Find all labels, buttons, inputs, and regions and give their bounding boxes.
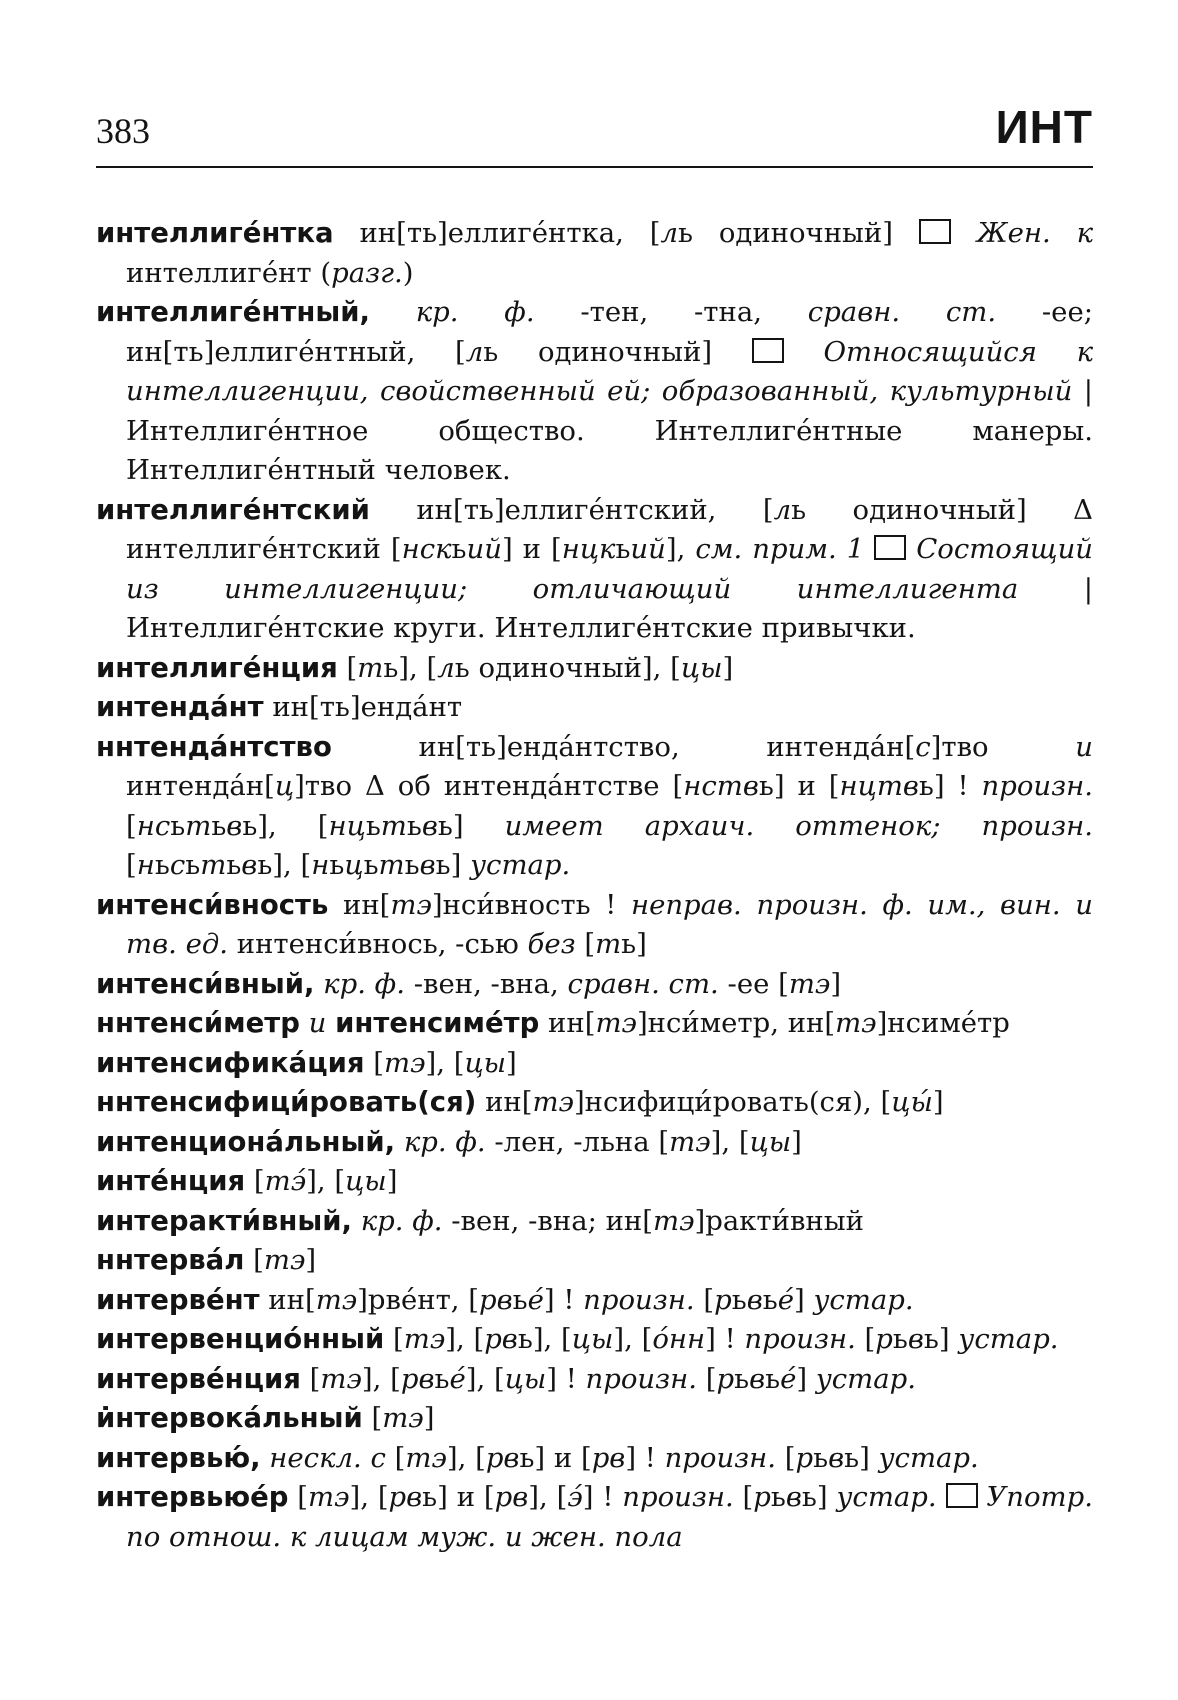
- italic-note: рв: [400, 1362, 435, 1395]
- italic-note: тэ: [669, 1125, 711, 1158]
- italic-note: е́: [780, 1362, 797, 1395]
- entry-text: [: [696, 1362, 717, 1395]
- entry-text: ]: [722, 651, 734, 684]
- entry-text: ь: [519, 1441, 535, 1474]
- entry-text: ь: [454, 651, 470, 684]
- entry-text: -вен, -вна; ин[: [442, 1204, 653, 1237]
- entry-text: об интенда́нтстве [: [384, 770, 684, 802]
- entry-text: ]: [796, 1362, 816, 1395]
- italic-note: ий: [466, 533, 502, 565]
- italic-note: тэ́: [264, 1165, 307, 1197]
- entry-text: ],: [665, 533, 696, 565]
- entry-text: [: [337, 651, 358, 684]
- italic-note: нескл. с: [260, 1441, 386, 1474]
- italic-note: в: [241, 849, 258, 881]
- italic-note: рв: [591, 1441, 626, 1474]
- entry-text: ] !: [543, 1283, 584, 1316]
- italic-note: Жен. к: [950, 217, 1094, 249]
- entry-text: ]: [386, 1165, 398, 1197]
- headword: интервьюе́р: [96, 1481, 289, 1513]
- headword: интерве́нт: [96, 1283, 260, 1316]
- entry-text: ь: [422, 1481, 438, 1513]
- italic-note: устар.: [878, 1441, 979, 1474]
- italic-note: е́: [777, 1283, 794, 1316]
- italic-note: тэ: [320, 1362, 362, 1395]
- headword: интеллиге́нция: [96, 651, 338, 684]
- entry-text: ]нси́вность !: [431, 888, 631, 921]
- entry-text: ь: [242, 809, 258, 842]
- entry-text: ], [: [361, 1362, 401, 1395]
- entry-text: ин[т: [331, 730, 482, 763]
- italic-note: с: [169, 849, 186, 881]
- entry-text: [: [126, 809, 137, 842]
- entry-text: ь: [334, 691, 350, 723]
- entry-text: ]нсифици́ровать(ся), [: [573, 1086, 892, 1118]
- headword: ннтенда́нтство: [96, 730, 332, 763]
- entry-text: ]: [859, 1441, 879, 1474]
- square-box-icon: [874, 535, 906, 560]
- entry-text: ь: [801, 1481, 817, 1513]
- italic-note: в: [421, 809, 438, 842]
- entry-text: [: [364, 1046, 384, 1079]
- entry-text: -вен, -вна,: [404, 967, 568, 1000]
- italic-note: л: [437, 651, 455, 684]
- entry-text: интенда́н[: [126, 770, 275, 802]
- entry-text: ь: [481, 730, 497, 763]
- italic-note: цы: [749, 1125, 792, 1158]
- italic-note: цы: [680, 651, 723, 684]
- entry-text: ь: [257, 849, 273, 881]
- italic-note: цы: [464, 1046, 507, 1079]
- italic-note: в: [785, 1481, 802, 1513]
- italic-note: и: [299, 1007, 336, 1039]
- entry-text: ], [: [528, 1481, 568, 1513]
- italic-note: произн.: [744, 1323, 856, 1355]
- dictionary-entry: [96, 1320, 1093, 1360]
- italic-note: в: [419, 849, 436, 881]
- italic-note: э́: [567, 1481, 583, 1513]
- italic-note: кр. ф.: [314, 967, 405, 1000]
- entry-text: ь: [422, 217, 438, 249]
- entry-text: ] !: [933, 770, 982, 802]
- square-box-icon: [919, 219, 951, 244]
- italic-note: сравн. ст.: [807, 296, 997, 328]
- headword: интенциона́льный,: [96, 1125, 396, 1158]
- italic-note: произн.: [585, 1362, 697, 1395]
- entry-text: ь: [677, 217, 693, 249]
- italic-note: цы́: [891, 1086, 933, 1118]
- entry-text: ин[: [328, 888, 391, 921]
- italic-note: в: [907, 1323, 924, 1355]
- entry-text: ], [: [272, 849, 312, 881]
- dictionary-entry: [96, 1083, 1093, 1123]
- italic-note: сравн. ст.: [567, 967, 719, 1000]
- entry-text: | Интеллиге́нтские круги. Интеллиге́нтские привычки.: [126, 572, 1094, 644]
- headword: и̇нтервока́льный: [96, 1402, 363, 1434]
- entry-text: ь: [918, 770, 934, 802]
- entry-text: ин[т: [369, 493, 479, 526]
- entry-text: одиночный]: [498, 335, 752, 368]
- entry-text: ], [: [446, 1441, 486, 1474]
- italic-note: в: [828, 1441, 845, 1474]
- headword: интенда́нт: [96, 691, 264, 723]
- italic-note: цы: [345, 1165, 387, 1197]
- entry-text: одиночный]: [692, 217, 919, 249]
- entry-text: [: [126, 849, 137, 881]
- dictionary-entry: [96, 1399, 1093, 1439]
- italic-note: л: [660, 217, 678, 249]
- entry-text: ь: [517, 1323, 533, 1355]
- italic-note: цы: [571, 1323, 614, 1355]
- italic-note: тэ: [405, 1441, 447, 1474]
- entry-text: ь: [226, 849, 242, 881]
- entry-text: [: [384, 1323, 404, 1355]
- dictionary-entry: [96, 1123, 1093, 1163]
- italic-note: р: [716, 1362, 735, 1395]
- entry-text: ]еллиге́нтка, [: [437, 217, 661, 249]
- headword: инте́нция: [96, 1165, 246, 1197]
- italic-note: Относящийся к интеллигенции, свойственный ей; образованный, культурный: [126, 335, 1093, 407]
- entry-text: ь: [435, 849, 451, 881]
- entry-text: ь: [170, 809, 186, 842]
- italic-note: тэ: [403, 1323, 446, 1355]
- entry-text: ь: [154, 849, 170, 881]
- entry-text: ин[т: [333, 217, 423, 249]
- entry-text: ] и [: [501, 533, 562, 565]
- italic-note: с: [915, 730, 931, 763]
- italic-note: кр. ф.: [395, 1125, 486, 1158]
- entry-text: | Интеллиге́нтное общество. Интеллиге́нтные манеры. Интеллиге́нтный человек.: [126, 375, 1093, 486]
- entry-text: ]енда́нтство, интенда́н[: [496, 730, 916, 763]
- italic-note: тэ: [315, 1283, 358, 1316]
- italic-note: рв: [494, 1481, 529, 1513]
- italic-note: ц: [274, 770, 295, 802]
- italic-note: нцк: [561, 533, 616, 565]
- dictionary-entry: [96, 1202, 1093, 1242]
- entry-text: -тен, -тна,: [534, 296, 808, 328]
- dictionary-entry: [96, 688, 1093, 728]
- italic-note: е́: [527, 1283, 544, 1316]
- italic-note: устар.: [470, 849, 571, 881]
- entry-text: ]еллиге́нтский, [: [493, 493, 774, 526]
- entry-text: ]: [932, 1086, 944, 1118]
- italic-note: тэ: [384, 1046, 426, 1079]
- headword: интеллиге́нтка: [96, 217, 334, 249]
- entry-text: ]: [791, 1125, 802, 1158]
- entry-text: ь: [188, 335, 204, 368]
- italic-note: тэ: [308, 1481, 350, 1513]
- entry-text: ь: [185, 849, 201, 881]
- italic-note: в: [749, 1362, 766, 1395]
- italic-note: тэ: [653, 1204, 695, 1237]
- italic-note: произн.: [981, 770, 1093, 802]
- entry-text: ] !: [546, 1362, 586, 1395]
- dictionary-entry: [96, 886, 1093, 965]
- entry-text: ь: [434, 1362, 450, 1395]
- entry-text: ь: [813, 1441, 829, 1474]
- dictionary-entry: [96, 1004, 1093, 1044]
- entry-text: ин[: [476, 1086, 533, 1118]
- italic-note: кр. ф.: [351, 1204, 443, 1237]
- entry-text: [: [694, 1283, 715, 1316]
- italic-note: устар.: [836, 1481, 946, 1513]
- entry-text: ] !: [625, 1441, 665, 1474]
- entry-text: ]: [305, 1244, 317, 1276]
- entry-text: ] и [: [534, 1441, 592, 1474]
- dictionary-entry: [96, 1360, 1093, 1400]
- italic-note: без: [527, 928, 576, 960]
- entry-text: [: [776, 1441, 796, 1474]
- headword: интенсифика́ция: [96, 1046, 365, 1079]
- entry-text: интеллиге́нт (: [126, 256, 332, 289]
- italic-note: произн.: [622, 1481, 734, 1513]
- entry-text: ]ракти́вный: [694, 1204, 864, 1237]
- italic-note: произн.: [664, 1441, 777, 1474]
- italic-note: цы: [504, 1362, 547, 1395]
- italic-note: ий: [630, 533, 666, 565]
- headword: интеллиге́нтный,: [96, 296, 370, 328]
- entry-text: [: [575, 928, 596, 960]
- dictionary-entry: [96, 1439, 1093, 1479]
- dictionary-entry: [96, 491, 1093, 649]
- italic-note: р: [753, 1481, 771, 1513]
- italic-note: л: [465, 335, 484, 368]
- italic-note: т: [378, 849, 405, 881]
- entry-text: интенси́внось, -сью: [228, 928, 528, 960]
- triangle-icon: Δ: [1073, 493, 1093, 526]
- dictionary-entry: [96, 728, 1093, 886]
- entry-text: ]енда́нт: [349, 691, 463, 723]
- headword: ннтенсифици́ровать(ся): [96, 1086, 477, 1118]
- entry-text: ь: [383, 651, 399, 684]
- entry-text: ь: [892, 1323, 908, 1355]
- italic-note: р: [795, 1441, 814, 1474]
- entry-text: -лен, -льна [: [485, 1125, 670, 1158]
- italic-note: тэ: [835, 1007, 877, 1039]
- entry-text: ], [: [349, 1481, 389, 1513]
- entry-text: ь: [923, 1323, 939, 1355]
- entry-text: ]: [938, 1323, 959, 1355]
- entry-text: [: [362, 1402, 383, 1434]
- dictionary-entry: [96, 1478, 1093, 1557]
- entry-text: ] и [: [437, 1481, 495, 1513]
- italic-note: т: [200, 849, 227, 881]
- entry-text: ], [: [710, 1125, 750, 1158]
- entry-text: ин[: [539, 1007, 596, 1039]
- italic-note: в: [226, 809, 243, 842]
- italic-note: т: [380, 809, 407, 842]
- italic-note: нств: [683, 770, 759, 802]
- italic-note: тэ: [595, 1007, 637, 1039]
- italic-note: рв: [485, 1441, 520, 1474]
- italic-note: разг.: [331, 256, 403, 289]
- dictionary-page: [96, 100, 1093, 1557]
- entry-text: ]: [816, 1481, 837, 1513]
- entry-text: [: [733, 1481, 754, 1513]
- square-box-icon: [946, 1483, 978, 1508]
- italic-note: р: [875, 1323, 893, 1355]
- italic-note: Состоящий из интеллигенции; отличающий интеллигента: [126, 533, 1094, 605]
- italic-note: ц: [344, 849, 364, 881]
- entry-text: [: [385, 1441, 406, 1474]
- entry-text: ]: [452, 809, 505, 842]
- italic-note: Употр. по отнош. к лицам муж. и жен. пола: [126, 1481, 1093, 1553]
- entry-text: ь: [365, 809, 381, 842]
- entry-text: ин[: [259, 1283, 316, 1316]
- italic-note: неправ. произн. ф. им., вин. и тв. ед.: [126, 888, 1093, 960]
- triangle-icon: Δ: [365, 770, 385, 802]
- entry-text: интеллиге́нтский [: [126, 533, 402, 565]
- entry-text: ь: [478, 493, 494, 526]
- headword: интенси́вность: [96, 888, 329, 921]
- dictionary-entry: [96, 293, 1093, 491]
- entry-text: ь: [731, 1283, 747, 1316]
- entry-text: ]: [450, 849, 471, 881]
- entry-text: [: [244, 1244, 264, 1276]
- dictionary-entry: [96, 965, 1093, 1005]
- entry-text: [: [855, 1323, 876, 1355]
- entry-text: ]тво: [294, 770, 365, 802]
- entry-text: ь: [621, 928, 637, 960]
- entry-text: -ее; ин[т: [126, 296, 1093, 368]
- entry-text: ] !: [582, 1481, 623, 1513]
- entry-text: ь: [844, 1441, 860, 1474]
- headword: интенси́вный,: [96, 967, 315, 1000]
- section-letters: ИНТ: [995, 101, 1093, 153]
- dictionary-entry: [96, 1044, 1093, 1084]
- italic-note: нс: [136, 809, 171, 842]
- entry-text: ]: [830, 967, 842, 1000]
- entry-text: ]нси́метр, ин[: [636, 1007, 836, 1039]
- entry-text: [: [288, 1481, 308, 1513]
- italic-note: устар.: [813, 1283, 914, 1316]
- headword: интеракти́вный,: [96, 1204, 352, 1237]
- headword: интеллиге́нтский: [96, 493, 370, 526]
- entry-text: ь: [451, 533, 467, 565]
- entry-text: ], [: [613, 1323, 653, 1355]
- italic-note: произн.: [583, 1283, 695, 1316]
- dictionary-entry: [96, 1162, 1093, 1202]
- entry-text: ь: [211, 809, 227, 842]
- italic-note: нц: [328, 809, 366, 842]
- entry-text: ] !: [705, 1323, 745, 1355]
- italic-note: см. прим. 1: [695, 533, 875, 565]
- italic-note: тэ: [532, 1086, 574, 1118]
- italic-note: в: [746, 1283, 763, 1316]
- entry-text: ): [402, 256, 414, 289]
- italic-note: н: [311, 849, 330, 881]
- entry-text: ь: [329, 849, 345, 881]
- square-box-icon: [752, 338, 784, 363]
- italic-note: кр. ф.: [369, 296, 535, 328]
- entry-text: ь: [363, 849, 379, 881]
- entry-text: ]: [423, 1402, 435, 1434]
- entry-text: ь: [437, 809, 453, 842]
- italic-note: тэ: [390, 888, 432, 921]
- italic-note: имеет архаич. оттенок; произн.: [504, 809, 1093, 842]
- italic-note: тэ: [788, 967, 831, 1000]
- dictionary-entry: [96, 649, 1093, 689]
- italic-note: рв: [479, 1283, 513, 1316]
- entry-text: ], [: [257, 809, 329, 842]
- entry-text: ь: [770, 1481, 786, 1513]
- italic-note: л: [773, 493, 792, 526]
- entry-text: ]тво: [930, 730, 1076, 763]
- page-number: 383: [96, 111, 150, 151]
- entry-text: ь: [758, 770, 774, 802]
- entry-text: ь: [762, 1283, 778, 1316]
- entry-text: ь: [791, 493, 807, 526]
- italic-note: нцтв: [839, 770, 919, 802]
- italic-note: т: [357, 651, 384, 684]
- entry-text: ], [: [425, 1046, 465, 1079]
- entry-text: ь: [512, 1283, 528, 1316]
- entry-text: ь: [404, 849, 420, 881]
- entry-text: ь: [734, 1362, 750, 1395]
- italic-note: устар.: [815, 1362, 916, 1395]
- italic-note: и: [1075, 730, 1093, 763]
- italic-note: т: [595, 928, 622, 960]
- headword: интерве́нция: [96, 1362, 301, 1395]
- entry-text: ], [: [398, 651, 438, 684]
- entry-text: одиночный]: [806, 493, 1074, 526]
- headword: интервенцио́нный: [96, 1323, 385, 1355]
- entry-text: ]: [506, 1046, 517, 1079]
- entry-text: ]нсиме́тр: [876, 1007, 1010, 1039]
- entry-text: ], [: [532, 1323, 572, 1355]
- entry-text: ]рве́нт, [: [357, 1283, 480, 1316]
- entry-text: [: [300, 1362, 321, 1395]
- entry-text: ь: [483, 335, 499, 368]
- headword: интенсиме́тр: [335, 1007, 540, 1039]
- headword: ннтерва́л: [96, 1244, 245, 1276]
- italic-note: е́: [449, 1362, 466, 1395]
- dictionary-entry: [96, 214, 1093, 293]
- entry-text: ], [: [465, 1362, 505, 1395]
- italic-note: р: [714, 1283, 732, 1316]
- entry-list: [96, 214, 1093, 1557]
- italic-note: рв: [388, 1481, 423, 1513]
- dictionary-entry: [96, 1241, 1093, 1281]
- headword: интервью́,: [96, 1441, 261, 1474]
- entry-text: ], [: [445, 1323, 485, 1355]
- entry-text: одиночный], [: [469, 651, 681, 684]
- running-head: [96, 100, 1093, 168]
- italic-note: нск: [401, 533, 452, 565]
- entry-text: ]: [636, 928, 647, 960]
- entry-text: ] и [: [773, 770, 840, 802]
- italic-note: рв: [484, 1323, 518, 1355]
- entry-text: ь: [765, 1362, 781, 1395]
- entry-text: ь: [615, 533, 631, 565]
- italic-note: о́нн: [652, 1323, 706, 1355]
- entry-text: ]: [793, 1283, 814, 1316]
- entry-text: ь: [406, 809, 422, 842]
- italic-note: т: [185, 809, 212, 842]
- entry-text: -ее [: [718, 967, 789, 1000]
- italic-note: н: [136, 849, 155, 881]
- italic-note: тэ: [382, 1402, 424, 1434]
- entry-text: [: [245, 1165, 265, 1197]
- headword: ннтенси́метр: [96, 1007, 300, 1039]
- dictionary-entry: [96, 1281, 1093, 1321]
- entry-text: ]еллиге́нтный, [: [203, 335, 466, 368]
- italic-note: тэ: [263, 1244, 306, 1276]
- italic-note: устар.: [958, 1323, 1059, 1355]
- entry-text: ], [: [306, 1165, 346, 1197]
- entry-text: ин[т: [263, 691, 335, 723]
